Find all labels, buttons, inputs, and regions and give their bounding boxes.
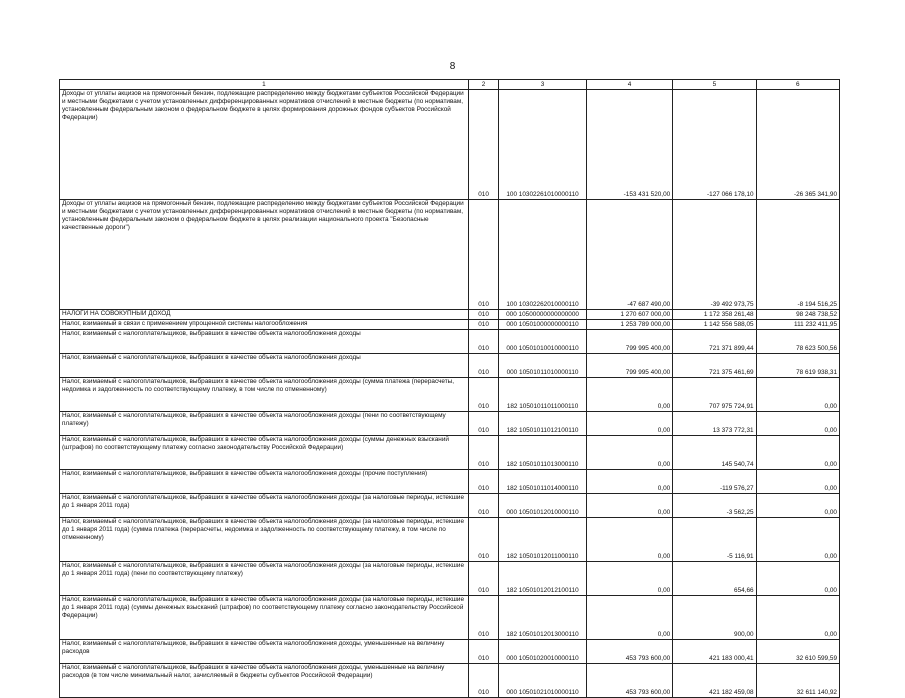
executed-amount-cell: 707 975 724,91: [673, 378, 756, 412]
income-name-cell: Доходы от уплаты акцизов на прямогонный бензин, подлежащие распределению между бюджетами субъектов Российской Федерации и местными бюджетами с учетом установленных дифференцированных нормативов отчислений в местные бюджеты (по нормативам, установленным федеральным законом о федеральном бюджете в целях реализации национального проекта "Безопасные качественные дороги"): [60, 200, 469, 310]
unexecuted-amount-cell: 0,00: [756, 494, 839, 518]
table-row: [60, 640, 840, 664]
budget-classification-code-cell: 182 10501012011000110: [499, 518, 586, 562]
income-name-cell: Налог, взимаемый с налогоплательщиков, выбравших в качестве объекта налогообложения доходы: [60, 354, 469, 378]
line-code-cell: 010: [468, 596, 499, 640]
table-row: [60, 518, 840, 562]
unexecuted-amount-cell: 98 248 738,52: [756, 310, 839, 320]
budget-classification-code-cell: 000 10501010010000110: [499, 330, 586, 354]
unexecuted-amount-cell: 0,00: [756, 378, 839, 412]
approved-amount-cell: 799 995 400,00: [586, 330, 672, 354]
executed-amount-cell: 13 373 772,31: [673, 412, 756, 436]
table-row: [60, 664, 840, 698]
line-code-cell: 010: [468, 378, 499, 412]
income-name-cell: Налог, взимаемый с налогоплательщиков, выбравших в качестве объекта налогообложения доходы: [60, 330, 469, 354]
unexecuted-amount-cell: 32 611 140,92: [756, 664, 839, 698]
column-header: 5: [673, 80, 756, 90]
report-table-body: [60, 80, 840, 698]
approved-amount-cell: 0,00: [586, 494, 672, 518]
line-code-cell: 010: [468, 470, 499, 494]
table-row: [60, 470, 840, 494]
column-header: 4: [586, 80, 672, 90]
budget-classification-code-cell: 182 10501011011000110: [499, 378, 586, 412]
page-number: 8: [449, 61, 456, 72]
income-name-cell: Налог, взимаемый с налогоплательщиков, выбравших в качестве объекта налогообложения доходы, уменьшенные на величину расходов (в том числе минимальный налог, зачисляемый в бюджеты субъектов Российской Федерации): [60, 664, 469, 698]
budget-classification-code-cell: 100 10302261010000110: [499, 90, 586, 200]
approved-amount-cell: 799 995 400,00: [586, 354, 672, 378]
approved-amount-cell: 1 270 607 000,00: [586, 310, 672, 320]
table-row: [60, 562, 840, 596]
income-name-cell: Налог, взимаемый с налогоплательщиков, выбравших в качестве объекта налогообложения доходы (суммы денежных взысканий (штрафов) по соответствующему платежу согласно законодательству Российской Федерации): [60, 436, 469, 470]
income-name-cell: Налог, взимаемый с налогоплательщиков, выбравших в качестве объекта налогообложения доходы (за налоговые периоды, истекшие до 1 января 2011 года): [60, 494, 469, 518]
executed-amount-cell: 421 183 000,41: [673, 640, 756, 664]
table-row: [60, 354, 840, 378]
table-row: [60, 494, 840, 518]
table-row: [60, 90, 840, 200]
line-code-cell: 010: [468, 412, 499, 436]
table-row: [60, 436, 840, 470]
income-name-cell: НАЛОГИ НА СОВОКУПНЫЙ ДОХОД: [60, 310, 469, 320]
line-code-cell: 010: [468, 562, 499, 596]
unexecuted-amount-cell: -8 194 516,25: [756, 200, 839, 310]
approved-amount-cell: 453 793 600,00: [586, 664, 672, 698]
budget-classification-code-cell: 000 10501021010000110: [499, 664, 586, 698]
budget-classification-code-cell: 000 10501000000000110: [499, 320, 586, 330]
approved-amount-cell: 1 253 789 000,00: [586, 320, 672, 330]
line-code-cell: 010: [468, 494, 499, 518]
unexecuted-amount-cell: 0,00: [756, 436, 839, 470]
approved-amount-cell: 0,00: [586, 378, 672, 412]
executed-amount-cell: 421 182 459,08: [673, 664, 756, 698]
executed-amount-cell: 145 540,74: [673, 436, 756, 470]
income-name-cell: Налог, взимаемый с налогоплательщиков, выбравших в качестве объекта налогообложения доходы (прочие поступления): [60, 470, 469, 494]
budget-classification-code-cell: 000 10501012010000110: [499, 494, 586, 518]
approved-amount-cell: 0,00: [586, 562, 672, 596]
income-report-table: [59, 79, 840, 698]
budget-classification-code-cell: 182 10501012012100110: [499, 562, 586, 596]
approved-amount-cell: -47 687 490,00: [586, 200, 672, 310]
unexecuted-amount-cell: 32 610 599,59: [756, 640, 839, 664]
line-code-cell: 010: [468, 436, 499, 470]
approved-amount-cell: -153 431 520,00: [586, 90, 672, 200]
executed-amount-cell: 721 375 461,69: [673, 354, 756, 378]
unexecuted-amount-cell: 0,00: [756, 596, 839, 640]
column-header: 2: [468, 80, 499, 90]
line-code-cell: 010: [468, 330, 499, 354]
line-code-cell: 010: [468, 640, 499, 664]
line-code-cell: 010: [468, 90, 499, 200]
executed-amount-cell: -5 116,91: [673, 518, 756, 562]
executed-amount-cell: 721 371 899,44: [673, 330, 756, 354]
table-row: [60, 330, 840, 354]
unexecuted-amount-cell: 0,00: [756, 562, 839, 596]
executed-amount-cell: -119 576,27: [673, 470, 756, 494]
income-name-cell: Налог, взимаемый с налогоплательщиков, выбравших в качестве объекта налогообложения доходы (за налоговые периоды, истекшие до 1 января 2011 года) (пени по соответствующему платежу): [60, 562, 469, 596]
table-row: [60, 412, 840, 436]
approved-amount-cell: 453 793 600,00: [586, 640, 672, 664]
line-code-cell: 010: [468, 310, 499, 320]
unexecuted-amount-cell: -26 365 341,90: [756, 90, 839, 200]
unexecuted-amount-cell: 0,00: [756, 470, 839, 494]
line-code-cell: 010: [468, 200, 499, 310]
budget-classification-code-cell: 182 10501011012100110: [499, 412, 586, 436]
income-name-cell: Налог, взимаемый с налогоплательщиков, выбравших в качестве объекта налогообложения доходы (сумма платежа (перерасчеты, недоимка и задолженность по соответствующему платежу, в том числе по отмененному): [60, 378, 469, 412]
executed-amount-cell: 1 172 358 261,48: [673, 310, 756, 320]
executed-amount-cell: 654,66: [673, 562, 756, 596]
budget-classification-code-cell: 000 10501011010000110: [499, 354, 586, 378]
approved-amount-cell: 0,00: [586, 412, 672, 436]
table-row: [60, 200, 840, 310]
column-header: 6: [756, 80, 839, 90]
column-header: 1: [60, 80, 469, 90]
column-header: 3: [499, 80, 586, 90]
approved-amount-cell: 0,00: [586, 596, 672, 640]
executed-amount-cell: -127 066 178,10: [673, 90, 756, 200]
approved-amount-cell: 0,00: [586, 470, 672, 494]
unexecuted-amount-cell: 78 623 500,56: [756, 330, 839, 354]
budget-classification-code-cell: 100 10302262010000110: [499, 200, 586, 310]
income-name-cell: Налог, взимаемый в связи с применением упрощенной системы налогообложения: [60, 320, 469, 330]
approved-amount-cell: 0,00: [586, 436, 672, 470]
executed-amount-cell: 900,00: [673, 596, 756, 640]
unexecuted-amount-cell: 0,00: [756, 412, 839, 436]
budget-classification-code-cell: 182 10501011014000110: [499, 470, 586, 494]
line-code-cell: 010: [468, 664, 499, 698]
line-code-cell: 010: [468, 518, 499, 562]
unexecuted-amount-cell: 78 619 938,31: [756, 354, 839, 378]
income-name-cell: Налог, взимаемый с налогоплательщиков, выбравших в качестве объекта налогообложения доходы (за налоговые периоды, истекшие до 1 января 2011 года) (сумма платежа (перерасчеты, недоимка и задолженность по соответствующему платежу, в том числе по отмененному): [60, 518, 469, 562]
executed-amount-cell: -3 562,25: [673, 494, 756, 518]
income-name-cell: Налог, взимаемый с налогоплательщиков, выбравших в качестве объекта налогообложения доходы (пени по соответствующему платежу): [60, 412, 469, 436]
budget-classification-code-cell: 182 10501012013000110: [499, 596, 586, 640]
column-number-header: [60, 80, 840, 90]
unexecuted-amount-cell: 111 232 411,95: [756, 320, 839, 330]
income-name-cell: Налог, взимаемый с налогоплательщиков, выбравших в качестве объекта налогообложения доходы, уменьшенные на величину расходов: [60, 640, 469, 664]
budget-classification-code-cell: 000 10500000000000000: [499, 310, 586, 320]
income-name-cell: Доходы от уплаты акцизов на прямогонный бензин, подлежащие распределению между бюджетами субъектов Российской Федерации и местными бюджетами с учетом установленных дифференцированных нормативов отчислений в местные бюджеты (по нормативам, установленным федеральным законом о федеральном бюджете в целях формирования дорожных фондов субъектов Российской Федерации): [60, 90, 469, 200]
table-row: [60, 596, 840, 640]
table-row: [60, 378, 840, 412]
executed-amount-cell: -39 492 973,75: [673, 200, 756, 310]
budget-classification-code-cell: 000 10501020010000110: [499, 640, 586, 664]
budget-classification-code-cell: 182 10501011013000110: [499, 436, 586, 470]
executed-amount-cell: 1 142 556 588,05: [673, 320, 756, 330]
approved-amount-cell: 0,00: [586, 518, 672, 562]
unexecuted-amount-cell: 0,00: [756, 518, 839, 562]
line-code-cell: 010: [468, 354, 499, 378]
line-code-cell: 010: [468, 320, 499, 330]
income-name-cell: Налог, взимаемый с налогоплательщиков, выбравших в качестве объекта налогообложения доходы (за налоговые периоды, истекшие до 1 января 2011 года) (суммы денежных взысканий (штрафов) по соответствующему платежу согласно законодательству Российской Федерации): [60, 596, 469, 640]
table-row: [60, 310, 840, 320]
table-row: [60, 320, 840, 330]
